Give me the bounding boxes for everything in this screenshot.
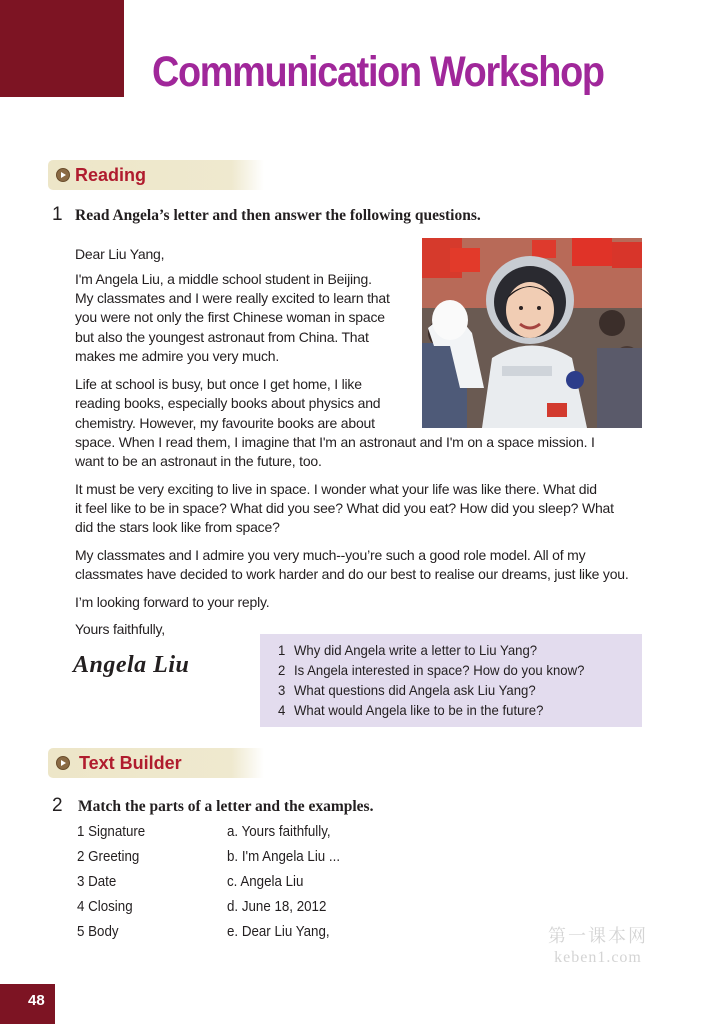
page-title: Communication Workshop: [152, 48, 604, 96]
question-item-text: What would Angela like to be in the future?: [293, 702, 544, 718]
letter-line: I'm Angela Liu, a middle school student in Beijing.: [75, 271, 372, 287]
watermark: [548, 926, 648, 967]
question-number: 2: [52, 795, 63, 816]
letter-line: Life at school is busy, but once I get home, I like: [75, 376, 362, 392]
handwritten-signature: Angela Liu: [73, 652, 190, 678]
question-item: [278, 642, 537, 658]
letter-line: space. When I read them, I imagine that I'm an astronaut and I'm on a space mission. I: [75, 434, 595, 450]
play-bullet-icon: [56, 168, 70, 182]
match-right-item: e. Dear Liu Yang,: [227, 924, 330, 940]
match-right-item: b. I'm Angela Liu ...: [227, 849, 341, 865]
match-left-item: 4 Closing: [77, 899, 133, 915]
match-right-item: d. June 18, 2012: [227, 899, 327, 915]
reading-section-tab: [48, 160, 264, 190]
letter-line: you were not only the first Chinese woman in space: [75, 309, 385, 325]
match-left-item: 1 Signature: [77, 824, 146, 840]
question-item-text: Is Angela interested in space? How do you know?: [293, 662, 585, 678]
letter-line: My classmates and I admire you very much--you’re such a good role model. All of my: [75, 547, 586, 563]
question-instruction: Read Angela’s letter and then answer the following questions.: [75, 207, 481, 224]
letter-line: reading books, especially books about physics and: [75, 395, 381, 411]
question-item-number: 1: [278, 642, 286, 658]
letter-greeting: Dear Liu Yang,: [75, 246, 165, 262]
letter-line: but also the youngest astronaut from China. That: [75, 329, 369, 345]
question-item-text: Why did Angela write a letter to Liu Yang?: [293, 642, 538, 658]
letter-closing: Yours faithfully,: [75, 621, 165, 637]
astronaut-photo: [422, 238, 642, 428]
text-builder-tab-label: Text Builder: [79, 753, 182, 773]
watermark-line: keben1.com: [554, 948, 642, 966]
play-bullet-icon: [56, 756, 70, 770]
letter-line: It must be very exciting to live in space. I wonder what your life was like there. What did: [75, 481, 597, 497]
questions-box: [260, 634, 642, 727]
letter-line: want to be an astronaut in the future, too.: [75, 453, 322, 469]
question-item-number: 3: [278, 682, 286, 698]
question-item: [278, 682, 536, 698]
match-right-item: a. Yours faithfully,: [227, 824, 331, 840]
letter-line: classmates have decided to work harder and do our best to realise our dreams, just like you.: [75, 566, 629, 582]
question-item-number: 2: [278, 662, 286, 678]
corner-block: [0, 0, 124, 97]
question-item-text: What questions did Angela ask Liu Yang?: [293, 682, 536, 698]
question-instruction: Match the parts of a letter and the examples.: [78, 798, 374, 815]
letter-line: makes me admire you very much.: [75, 348, 280, 364]
match-right-item: c. Angela Liu: [227, 874, 304, 890]
reading-tab-label: Reading: [75, 165, 147, 185]
watermark-line: 第一课本网: [548, 926, 648, 946]
letter-line: My classmates and I were really excited to learn that: [75, 290, 390, 306]
text-builder-section-tab: [48, 748, 264, 778]
letter-line: chemistry. However, my favourite books are about: [75, 415, 375, 431]
question-item: [278, 702, 543, 718]
match-left-item: 2 Greeting: [77, 849, 140, 865]
letter-line: it feel like to be in space? What did you see? What did you eat? How did you sleep? What: [75, 500, 614, 516]
question-number: 1: [52, 204, 63, 225]
page-number-box: [0, 984, 55, 1024]
match-left-item: 3 Date: [77, 874, 117, 890]
letter-line: I’m looking forward to your reply.: [75, 594, 270, 610]
match-left-item: 5 Body: [77, 924, 119, 940]
question-item: [278, 662, 584, 678]
page-number: 48: [28, 992, 45, 1009]
letter-line: did the stars look like from space?: [75, 519, 280, 535]
question-item-number: 4: [278, 702, 286, 718]
